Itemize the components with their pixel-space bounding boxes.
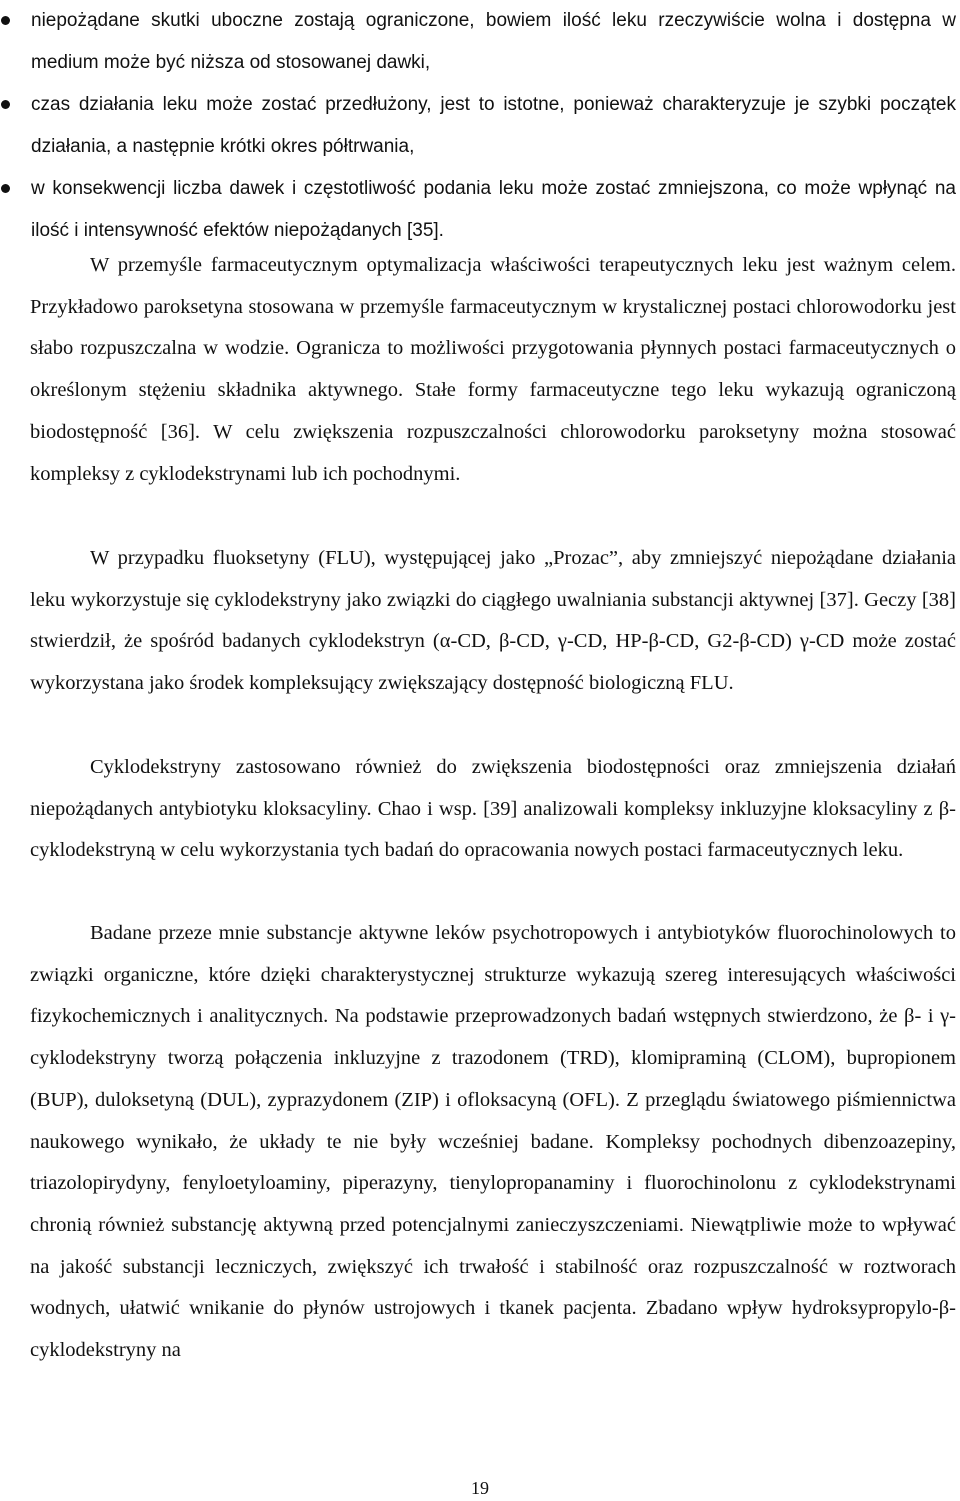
bullet-text: czas działania leku może zostać przedłużony, jest to istotne, ponieważ charakteryzuje je szybki początek działania, a następnie krótki okres półtrwania, [31,94,956,157]
bullet-item [0,0,960,84]
paragraph-paroxetine: W przemyśle farmaceutycznym optymalizacja właściwości terapeutycznych leku jest ważnym celem. Przykładowo paroksetyna stosowana w przemyśle farmaceutycznym w krystalicznej postaci chlorowodorku jest słabo rozpuszczalna w wodzie. Ogranicza to możliwości przygotowania płynnych postaci farmaceutycznych o określonym stężeniu składnika aktywnego. Stałe formy farmaceutyczne tego leku wykazują ograniczoną biodostępność [36]. W celu zwiększenia rozpuszczalności chlorowodorku paroksetyny można stosować kompleksy z cyklodekstrynami lub ich pochodnymi. [30,254,956,485]
bullet-icon [1,184,10,193]
bullet-text: w konsekwencji liczba dawek i częstotliwość podania leku może zostać zmniejszona, co może wpłynąć na ilość i intensywność efektów niepożądanych [35]. [31,178,956,241]
paragraph-cloxacillin: Cyklodekstryny zastosowano również do zwiększenia biodostępności oraz zmniejszenia działań niepożądanych antybiotyku kloksacyliny. Chao i wsp. [39] analizowali kompleksy inkluzyjne kloksacyliny z β-cyklodekstryną w celu wykorzystania tych badań do opracowania nowych postaci farmaceutycznych leku. [30,756,956,862]
bullet-icon [1,100,10,109]
bullet-item [0,84,960,168]
paragraph-fluoxetine: W przypadku fluoksetyny (FLU), występującej jako „Prozac”, aby zmniejszyć niepożądane działania leku wykorzystuje się cyklodekstryny jako związki do ciągłego uwalniania substancji aktywnej [37]. Geczy [38] stwierdził, że spośród badanych cyklodekstryn (α-CD, β-CD, γ-CD, HP-β-CD, G2-β-CD) γ-CD może zostać wykorzystana jako środek kompleksujący zwiększający dostępność biologiczną FLU. [30,547,956,695]
bullet-item [0,168,960,252]
bullet-text: niepożądane skutki uboczne zostają ograniczone, bowiem ilość leku rzeczywiście wolna i dostępna w medium może być niższa od stosowanej dawki, [31,10,956,73]
page-number: 19 [471,1478,489,1498]
bullet-list [0,0,960,252]
paragraph-research: Badane przeze mnie substancje aktywne leków psychotropowych i antybiotyków fluorochinolowych to związki organiczne, które dzięki charakterystycznej strukturze wykazują szereg interesujących właściwości fizykochemicznych i analitycznych. Na podstawie przeprowadzonych badań wstępnych stwierdzono, że β- i γ-cyklodekstryny tworzą połączenia inkluzyjne z trazodonem (TRD), klomipraminą (CLOM), bupropionem (BUP), duloksetyną (DUL), zyprazydonem (ZIP) i ofloksacyną (OFL). Z przeglądu światowego piśmiennictwa naukowego wynikało, że układy te nie były wcześniej badane. Kompleksy pochodnych dibenzoazepiny, triazolopirydyny, fenyloetyloaminy, piperazyny, tienylopropanaminy i fluorochinolonu z cyklodekstrynami chronią również substancję aktywną przed potencjalnymi zanieczyszczeniami. Niewątpliwie może to wpływać na jakość substancji leczniczych, zwiększyć ich trwałość i stabilność oraz rozpuszczalność w roztworach wodnych, ułatwić wnikanie do płynów ustrojowych i tkanek pacjenta. Zbadano wpływ hydroksypropylo-β-cyklodekstryny na [30,922,956,1362]
bullet-icon [1,16,10,25]
